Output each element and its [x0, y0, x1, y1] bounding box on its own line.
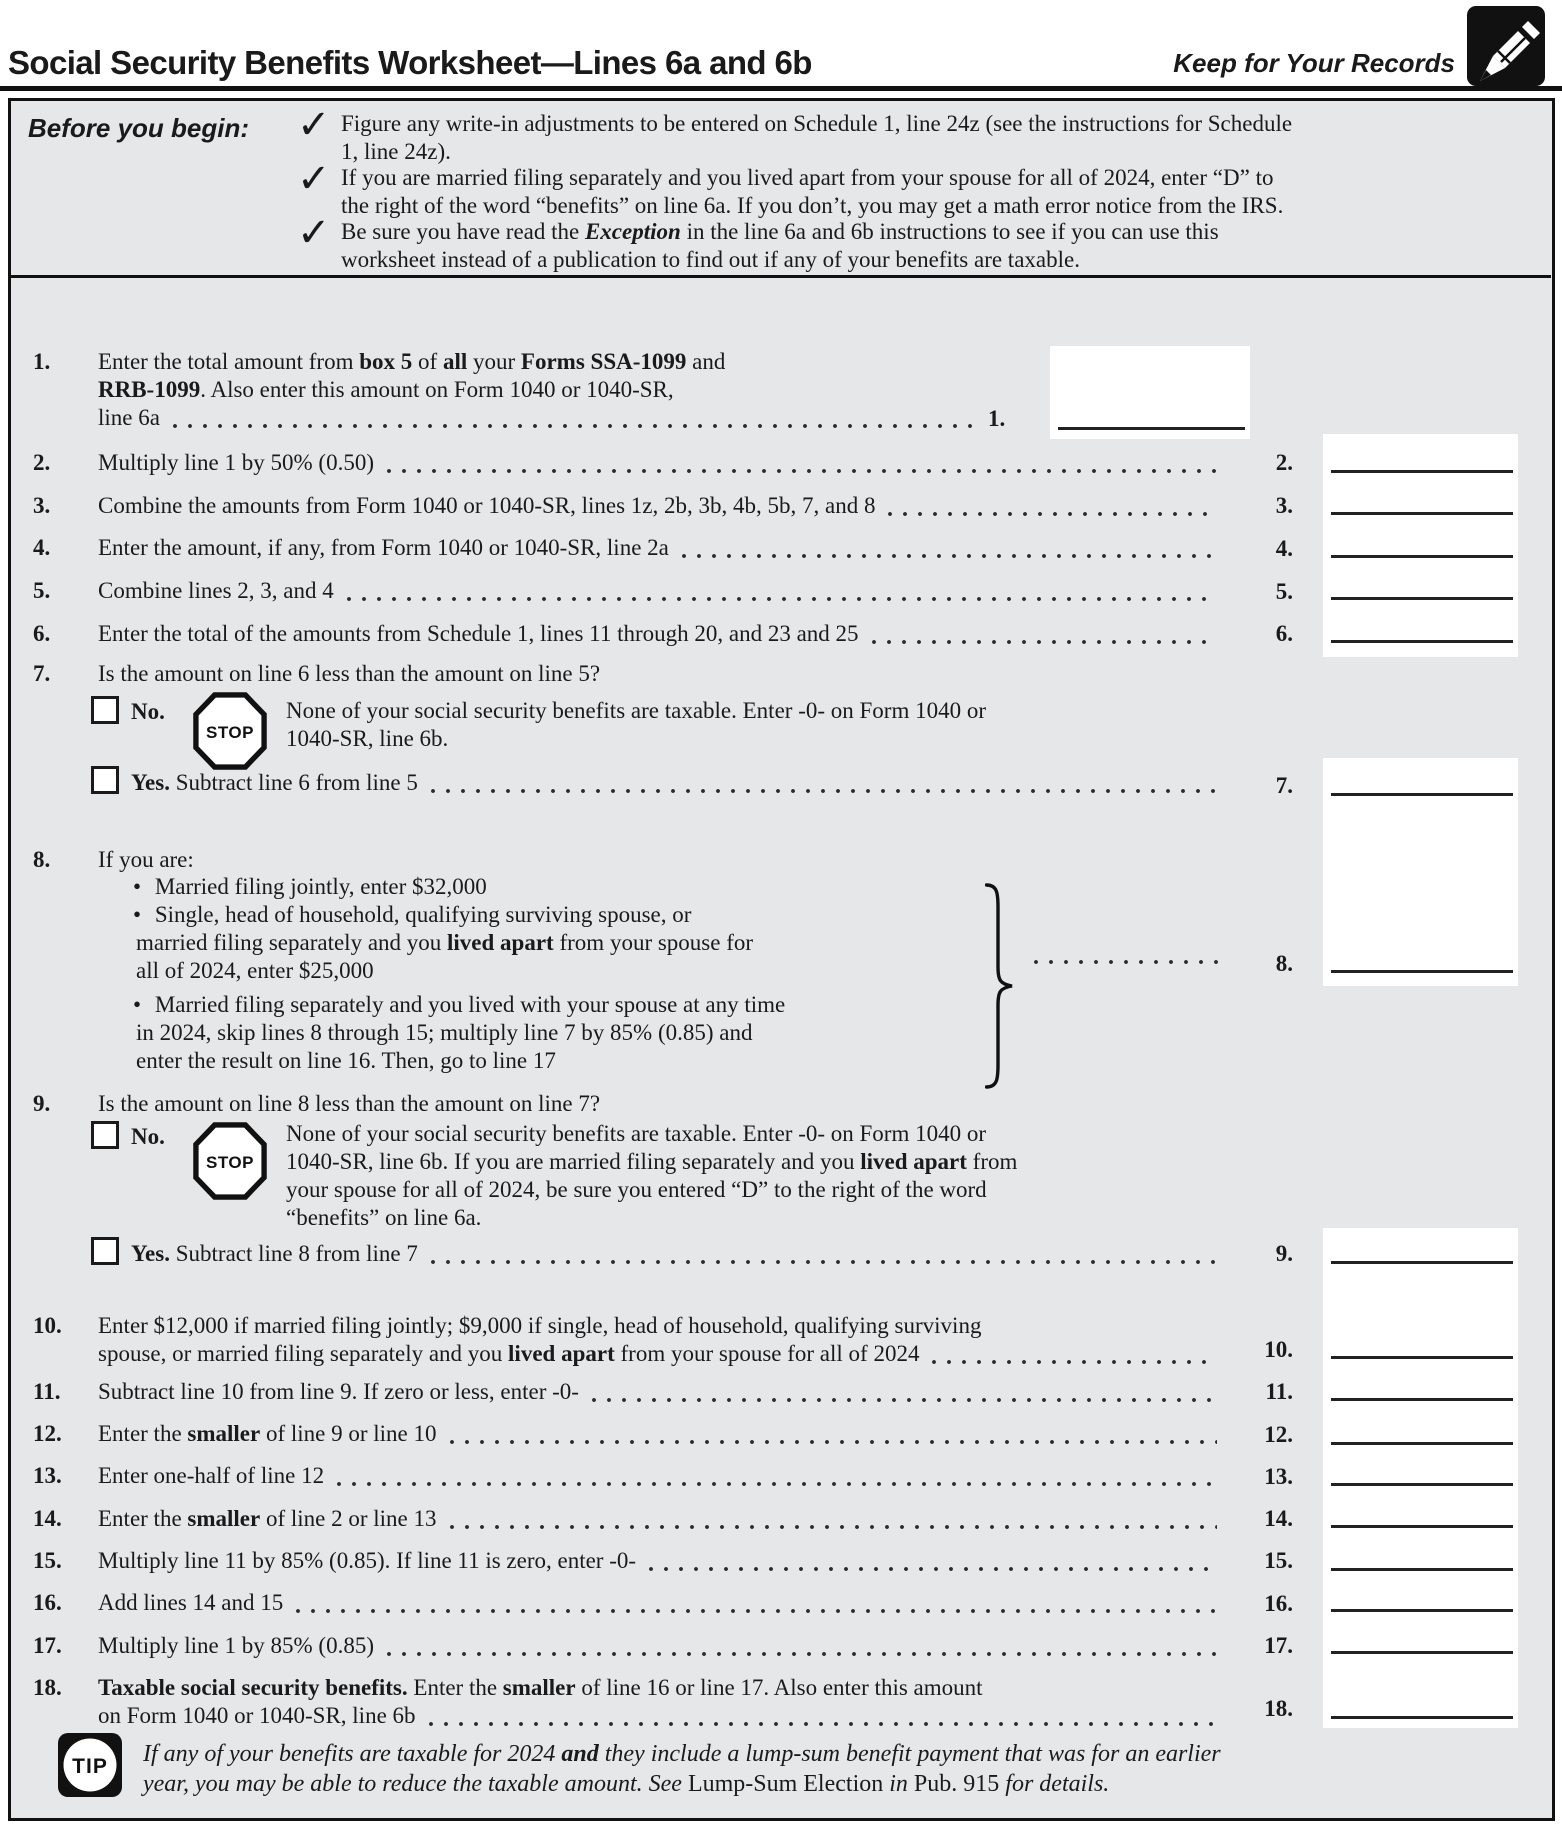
line-14-row [33, 1505, 1223, 1533]
stop-icon [193, 692, 267, 770]
stop-icon [193, 1122, 267, 1200]
line-text: Is the amount on line 8 less than the amount on line 7? [98, 1091, 601, 1116]
line-text: Yes. Subtract line 6 from line 5 [131, 770, 418, 795]
line-8-intro [33, 846, 194, 874]
line-8-bullet-3 [133, 991, 785, 1019]
line-number: 9. [33, 1091, 51, 1116]
dotted-leader [931, 1359, 1217, 1365]
line-number: 16. [33, 1590, 62, 1615]
line-3-row [33, 492, 1223, 520]
entry-label-line-12: 12. [1264, 1422, 1293, 1447]
line-number: 18. [33, 1675, 62, 1700]
line-9-no-checkbox[interactable] [91, 1121, 119, 1149]
entry-field-line-2[interactable] [1331, 470, 1513, 473]
entry-field-line-4[interactable] [1331, 555, 1513, 558]
line-number: 13. [33, 1463, 62, 1488]
before-instruction-3: Be sure you have read the Exception in the line 6a and 6b instructions to see if you can use this worksheet instead of a publication to find out if any of your benefits are taxable. [341, 219, 1219, 272]
entry-field-line-6[interactable] [1331, 640, 1513, 643]
line-16-row [33, 1589, 1223, 1617]
line-8-bullet-2-cont: married filing separately and you lived apart from your spouse for all of 2024, enter $25,000 [136, 930, 754, 983]
line-text: Combine lines 2, 3, and 4 [98, 578, 334, 603]
bullet-icon: • [133, 992, 142, 1017]
line-text: Yes. Subtract line 8 from line 7 [131, 1241, 418, 1266]
dotted-leader [449, 1524, 1217, 1530]
line-text: If you are: [98, 847, 194, 872]
tip-text-line-1: If any of your benefits are taxable for 2024 and they include a lump-sum benefit payment that was for an earlier [143, 1741, 1221, 1767]
line-7-no-label: No. [131, 699, 165, 724]
line-text: Multiply line 11 by 85% (0.85). If line 11 is zero, enter -0- [98, 1548, 637, 1573]
line-number: 7. [33, 661, 51, 686]
line-18-row [33, 1674, 1223, 1730]
line-number: 3. [33, 493, 51, 518]
line-7-yes-row [131, 769, 1223, 797]
line-number: 10. [33, 1313, 62, 1338]
entry-label-line-15: 15. [1264, 1548, 1293, 1573]
line-7-no-checkbox[interactable] [91, 696, 119, 724]
line-text: Married filing separately and you lived with your spouse at any time [154, 992, 786, 1017]
bullet-icon: • [133, 902, 142, 927]
dotted-leader [871, 639, 1217, 645]
entry-label-line-13: 13. [1264, 1464, 1293, 1489]
entry-label-line-3: 3. [1275, 493, 1293, 518]
entry-label-line-8: 8. [1275, 951, 1293, 976]
dotted-leader [346, 596, 1217, 602]
entry-label-line-4: 4. [1275, 536, 1293, 561]
entry-field-line-15[interactable] [1331, 1568, 1513, 1571]
line-9-question [33, 1090, 601, 1118]
checkmark-icon: ✓ [297, 210, 331, 256]
dotted-leader [295, 1608, 1217, 1614]
dotted-leader [887, 511, 1217, 517]
dotted-leader [449, 1439, 1217, 1445]
dotted-leader [386, 1651, 1217, 1657]
svg-text:TIP: TIP [72, 1755, 108, 1778]
line-text: Add lines 14 and 15 [98, 1590, 284, 1615]
line-15-row [33, 1547, 1223, 1575]
line-text: Enter $12,000 if married filing jointly; $9,000 if single, head of household, qualifying surviving [98, 1313, 982, 1338]
dotted-leader [430, 1259, 1217, 1265]
entry-field-line-10[interactable] [1331, 1356, 1513, 1359]
pencil-icon [1467, 6, 1545, 86]
entry-field-line-3[interactable] [1331, 512, 1513, 515]
line-7-no-text: None of your social security benefits are taxable. Enter -0- on Form 1040 or 1040-SR, line 6b. [286, 698, 987, 751]
entry-field-line-14[interactable] [1331, 1525, 1513, 1528]
entry-field-line-9[interactable] [1331, 1261, 1513, 1264]
dotted-leader [681, 553, 1217, 559]
line-8-bullet-2 [133, 901, 691, 929]
bullet-icon: • [133, 874, 142, 899]
entry-label-line-14: 14. [1264, 1506, 1293, 1531]
entry-field-line-5[interactable] [1331, 597, 1513, 600]
before-instruction-2: If you are married filing separately and you lived apart from your spouse for all of 2024, enter “D” to the right of the word “benefits” on line 6a. If you don’t, you may get a math error notice from the IRS. [341, 165, 1284, 218]
line-text: Combine the amounts from Form 1040 or 1040-SR, lines 1z, 2b, 3b, 4b, 5b, 7, and 8 [98, 493, 876, 518]
tip-icon [58, 1733, 122, 1797]
line-12-row [33, 1420, 1223, 1448]
before-instruction-1: Figure any write-in adjustments to be entered on Schedule 1, line 24z (see the instructions for Schedule 1, line 24z). [341, 111, 1293, 164]
before-you-begin-label: Before you begin: [28, 113, 250, 143]
line-number: 4. [33, 535, 51, 560]
line-11-row [33, 1378, 1223, 1406]
entry-field-line-12[interactable] [1331, 1442, 1513, 1445]
line-text: Multiply line 1 by 50% (0.50) [98, 450, 374, 475]
line-number: 6. [33, 621, 51, 646]
line-10-row [33, 1312, 1223, 1368]
checkmark-icon: ✓ [297, 156, 331, 202]
dotted-leader [430, 788, 1217, 794]
line-text: Married filing jointly, enter $32,000 [154, 874, 487, 899]
line-text: on Form 1040 or 1040-SR, line 6b [98, 1703, 416, 1728]
entry-label-line-11: 11. [1265, 1379, 1293, 1404]
entry-field-line-11[interactable] [1331, 1398, 1513, 1401]
entry-label-line-18: 18. [1264, 1696, 1293, 1721]
line-number: 5. [33, 578, 51, 603]
dotted-leader [386, 468, 1217, 474]
entry-label-line-6: 6. [1275, 621, 1293, 646]
line-8-bullet-1 [133, 873, 487, 901]
line-5-row [33, 577, 1223, 605]
entry-column-lines-2-6 [1323, 434, 1518, 657]
line-9-no-text: None of your social security benefits are taxable. Enter -0- on Form 1040 or 1040-SR, line 6b. If you are married filing separately and you lived apart from your spouse for all of 2024, be sure you entered “D” to the right of the word “benefits” on line 6a. [286, 1121, 1018, 1230]
line-13-row [33, 1462, 1223, 1490]
line-text: Enter the amount, if any, from Form 1040 or 1040-SR, line 2a [98, 535, 669, 560]
checkmark-icon: ✓ [297, 102, 331, 148]
section-divider [10, 275, 1551, 278]
header-rule [0, 86, 1562, 91]
line-number: 17. [33, 1633, 62, 1658]
svg-text:STOP: STOP [206, 722, 254, 742]
entry-label-line-1: 1. [988, 406, 1006, 431]
line-2-row [33, 449, 1223, 477]
entry-field-line-7[interactable] [1331, 793, 1513, 796]
line-text: Subtract line 10 from line 9. If zero or less, enter -0- [98, 1379, 579, 1404]
brace-icon [985, 883, 1015, 1089]
line-7-question [33, 660, 601, 688]
line-text: Single, head of household, qualifying surviving spouse, or [154, 902, 692, 927]
line-number: 12. [33, 1421, 62, 1446]
entry-label-line-16: 16. [1264, 1591, 1293, 1616]
line-7-yes-checkbox[interactable] [91, 766, 119, 794]
line-text: Enter the total of the amounts from Schedule 1, lines 11 through 20, and 23 and 25 [98, 621, 859, 646]
entry-field-line-8[interactable] [1331, 970, 1513, 973]
entry-field-line-17[interactable] [1331, 1651, 1513, 1654]
entry-label-line-9: 9. [1275, 1241, 1293, 1266]
line-number: 14. [33, 1506, 62, 1531]
dotted-leader [336, 1481, 1217, 1487]
line-1-row [33, 348, 978, 432]
dotted-leader [172, 423, 972, 429]
line-number: 15. [33, 1548, 62, 1573]
line-text: Is the amount on line 6 less than the amount on line 5? [98, 661, 601, 686]
line-text: spouse, or married filing separately and you lived apart from your spouse for all of 2024 [98, 1341, 920, 1366]
line-number: 1. [33, 349, 51, 374]
line-text: Taxable social security benefits. Enter the smaller of line 16 or line 17. Also enter this amount [98, 1675, 983, 1700]
line-number: 2. [33, 450, 51, 475]
entry-label-line-7: 7. [1275, 773, 1293, 798]
line-number: 8. [33, 847, 51, 872]
dotted-leader [1033, 959, 1223, 965]
dotted-leader [428, 1721, 1217, 1727]
line-text: Enter the smaller of line 9 or line 10 [98, 1421, 437, 1446]
line-9-yes-row [131, 1240, 1223, 1268]
keep-for-records-label: Keep for Your Records [1173, 48, 1455, 78]
dotted-leader [591, 1397, 1217, 1403]
line-text: Enter one-half of line 12 [98, 1463, 325, 1488]
line-17-row [33, 1632, 1223, 1660]
tip-text-line-2: year, you may be able to reduce the taxable amount. See Lump-Sum Election in Pub. 915 for details. [143, 1771, 1110, 1797]
svg-text:STOP: STOP [206, 1152, 254, 1172]
entry-field-line-16[interactable] [1331, 1609, 1513, 1612]
entry-label-line-5: 5. [1275, 579, 1293, 604]
page-title: Social Security Benefits Worksheet—Lines 6a and 6b [8, 44, 812, 81]
line-text: Enter the smaller of line 2 or line 13 [98, 1506, 437, 1531]
worksheet-sheet [8, 98, 1555, 1821]
line-text: Multiply line 1 by 85% (0.85) [98, 1633, 374, 1658]
line-text: line 6a [98, 405, 160, 430]
line-number: 11. [33, 1379, 61, 1404]
line-4-row [33, 534, 1223, 562]
entry-field-line-13[interactable] [1331, 1483, 1513, 1486]
line-9-yes-checkbox[interactable] [91, 1237, 119, 1265]
entry-label-line-10: 10. [1264, 1337, 1293, 1362]
line-9-no-label: No. [131, 1124, 165, 1149]
dotted-leader [648, 1566, 1217, 1572]
entry-label-line-2: 2. [1275, 450, 1293, 475]
line-6-row [33, 620, 1223, 648]
entry-label-line-17: 17. [1264, 1633, 1293, 1658]
entry-field-line-1[interactable] [1050, 346, 1250, 439]
line-text: Enter the total amount from box 5 of all your Forms SSA-1099 and RRB-1099. Also enter this amount on Form 1040 or 1040-SR, [98, 349, 726, 402]
line-8-bullet-3-cont: in 2024, skip lines 8 through 15; multiply line 7 by 85% (0.85) and enter the result on line 16. Then, go to line 17 [136, 1020, 753, 1073]
entry-underline-line-1 [1058, 427, 1245, 430]
entry-field-line-18[interactable] [1331, 1716, 1513, 1719]
